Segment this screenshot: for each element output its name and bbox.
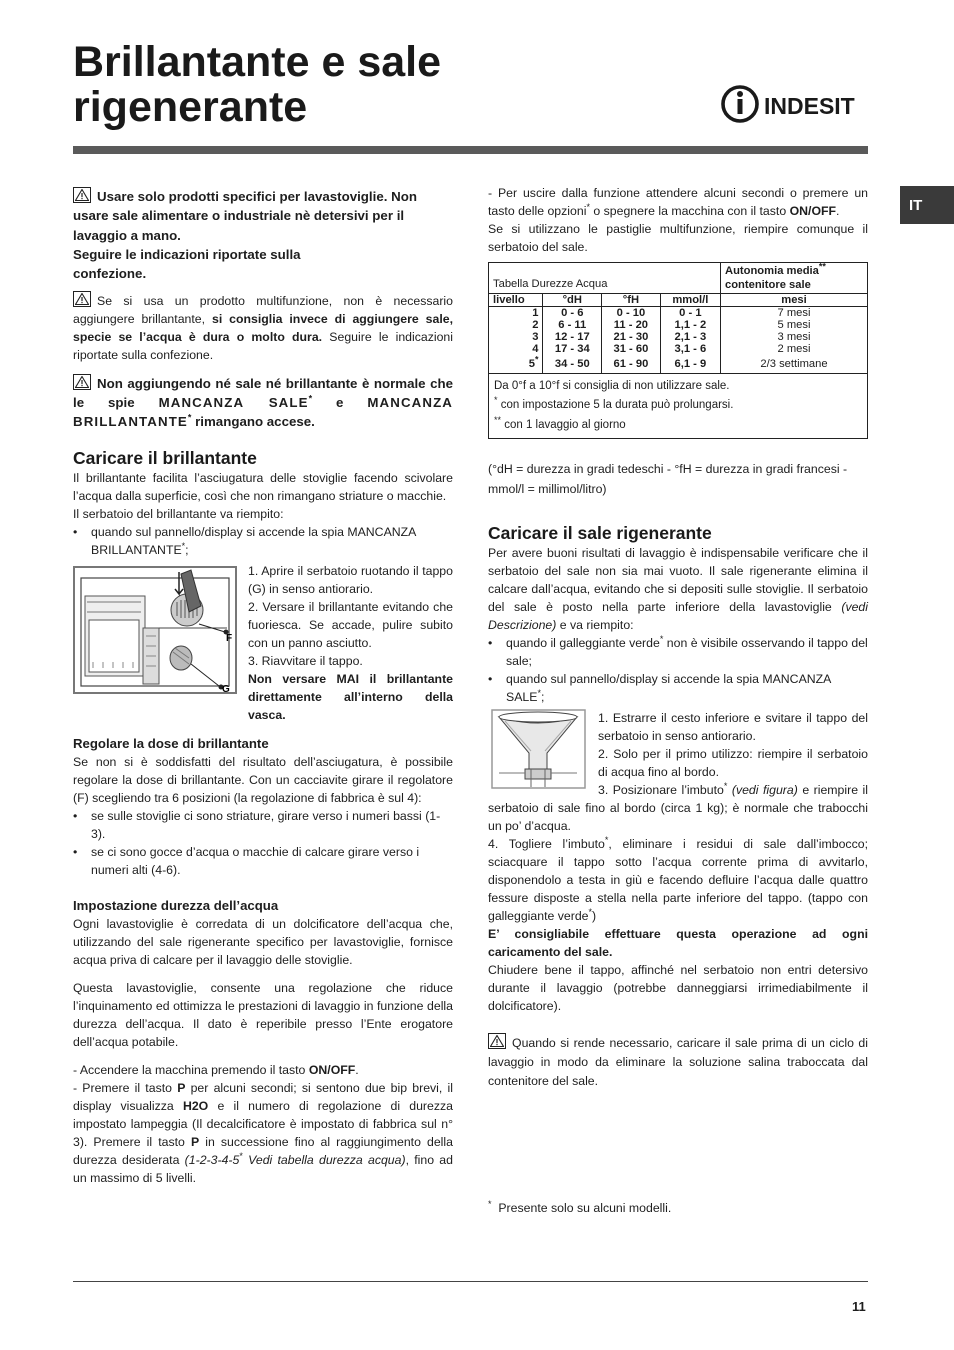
footer-rule (73, 1281, 868, 1282)
right-column: - Per uscire dalla funzione attendere alcuni secondi o premere un tasto delle opzioni* o spegnere la macchina con il tasto ON/OFF. Se si utilizzano le pastiglie multifunzione, riempire comunque il serbatoio del sale. Tabella Durezze Acqua Autonomia media** contenitore sale livello °dH °fH mmol/l mesi 1 0 - 6 0 - 10 0 - 1 7 mesi 2 6 - 11 11 - 20 1,1 - 2 5 mesi 3 12 - 17 21 - 30 2,1 - 3 3 mesi 4 17 - 34 31 - 60 3,1 - 6 2 mesi 5* 34 - 50 61 - 90 6,1 - 9 2/3 settimane Da 0°f a 10°f si consiglia di non utilizzare sale. * con impostazione 5 la durata può prolungarsi. ** con 1 lavaggio al giorno (°dH = durezza in gradi tedeschi - °fH = durezza in gradi francesi - mmol/l = millimol/litro) Caricare il sale rigenerante Per avere buoni risultati di lavaggio è indispensabile verificare che il serbatoio del sale non sia mai vuoto. Il sale rigenerante elimina il calcare dall’acqua, evitando che si depositi sulle stoviglie. Il serbatoio del sale è posto nella parte inferiore della lavastoviglie (vedi Descrizione) e va riempito: • quando il galleggiante verde* non è visibile osservando il tappo del sale; • quando sul pannello/display si accende la spia MANCANZA SALE*; 1. Estrarre il cesto inferiore e svitare il tappo del serbatoio in senso antiorario. 2. Solo per il primo utilizzo: riempire il serbatoio di acqua fino al bordo. 3. Posizionare l’imbuto* (vedi figura) e riempire il serbatoio di sale fino al bordo (circa 1 kg); è normale che trabocchi un po’ d’acqua. 4. Togliere l’imbuto*, eliminare i residui di sale dall’imbocco; sciacquare il tappo sotto l’acqua corrente prima di avvitarlo, disponendolo a testa in giù e facendo defluire l’acqua dalle quattro fessure disposte a stella nella parte inferiore del tappo. (tappo con galleggiante verde*) E’ consigliabile effettuare questa operazione ad ogni caricamento del sale. Chiudere bene il tappo, affinché nel serbatoio non entri detersivo durante il lavaggio (potrebbe danneggiarsi irrimediabilmente il dolcificatore). Quando si rende necessario, caricare il sale prima di un ciclo di lavaggio in modo da eliminare la soluzione salina traboccata dal contenitore del sale. (488, 184, 868, 1091)
section-title-salt: Caricare il sale rigenerante (488, 523, 712, 543)
table-row: 4 17 - 34 31 - 60 3,1 - 6 2 mesi (489, 343, 868, 355)
section-title-dose: Regolare la dose di brillantante (73, 736, 269, 752)
rinse-aid-steps: 1. Aprire il serbatoio ruotando il tappo (G) in senso antiorario. 2. Versare il brillantante evitando che fuoriesca. Se accade, pulire subito con un panno asciutto. 3. Riavvitare il tappo. Non versare MAI il brillantante direttamente all’interno della vasca. (248, 564, 453, 723)
table-row: 2 6 - 11 11 - 20 1,1 - 2 5 mesi (489, 319, 868, 331)
dose-adjustment-list (73, 807, 453, 879)
rinse-aid-conditions (73, 523, 453, 559)
salt-conditions (488, 634, 868, 706)
page-number: 11 (852, 1299, 866, 1314)
page-title: Brillantante e sale rigenerante (73, 38, 442, 131)
funnel-illustration (491, 709, 586, 789)
svg-text:INDESIT: INDESIT (764, 93, 855, 119)
table-header-row: livello °dH °fH mmol/l mesi (489, 294, 868, 307)
warning-multifunction: Se si usa un prodotto multifunzione, non è necessario aggiungere brillantante, si consiglia invece di aggiungere sale, specie se l’acqua è dura o molto dura. Seguire le indicazioni riportate sulla confezione. (73, 291, 453, 364)
section-title-brillantante: Caricare il brillantante (73, 448, 257, 469)
svg-text:F: F (226, 633, 233, 645)
warning-products: Usare solo prodotti specifici per lavastoviglie. Non usare sale alimentare o industriale nè detersivi per il lavaggio a mano. Seguire le indicazioni riportate sulla confezione. (73, 189, 417, 282)
warning-indicators: Non aggiungendo né sale né brillantante è normale che le spie MANCANZA SALE* e MANCANZA BRILLANTANTE* rimangano accese. (73, 376, 453, 430)
table-row: 3 12 - 17 21 - 30 2,1 - 3 3 mesi (489, 331, 868, 343)
warning-icon (488, 1033, 506, 1049)
footnote: * Presente solo su alcuni modelli. (488, 1198, 672, 1215)
salt-steps-block: 1. Estrarre il cesto inferiore e svitare il tappo del serbatoio in senso antiorario. 2. Solo per il primo utilizzo: riempire il serbatoio di acqua fino al bordo. 3. Posizionare l’imbuto* (vedi figura) e riempire il serbatoio di sale fino al bordo (circa 1 kg); è normale che trabocchi un po’ d’acqua. (488, 711, 868, 833)
language-tab: IT (900, 186, 954, 224)
list-item: • quando il galleggiante verde* non è visibile osservando il tappo del sale; (488, 634, 868, 670)
table-row: 1 0 - 6 0 - 10 0 - 1 7 mesi (489, 307, 868, 320)
rinse-aid-block (73, 562, 453, 722)
list-item: • se sulle stoviglie ci sono striature, girare verso i numeri bassi (1-3). (73, 807, 453, 843)
left-column: Usare solo prodotti specifici per lavastoviglie. Non usare sale alimentare o industriale nè detersivi per il lavaggio a mano. Seguire le indicazioni riportate sulla confezione. Se si usa un prodotto multifunzione, non è necessario aggiungere brillantante, si consiglia invece di aggiungere sale, specie se l’acqua è dura o molto dura. Seguire le indicazioni riportate sulla confezione. Non aggiungendo né sale né brillantante è normale che le spie MANCANZA SALE* e MANCANZA BRILLANTANTE* rimangano accese. Caricare il brillantante Il brillantante facilita l’asciugatura delle stoviglie facendo scivolare l’acqua dalla superficie, così che non rimangano striature o macchie. Il serbatoio del brillantante va riempito: • quando sul pannello/display si accende la spia MANCANZA BRILLANTANTE*; F G 1. Aprire il serbatoio ruotando il tappo (G) in senso antiorario. 2. Versare il brillantante evitando che fuoriesca. Se accade, pulire subito con un panno asciutto. 3. Riavvitare il tappo. Non versare MAI il brillantante direttamente all’interno della vasca. Regolare la dose di brillantante Se non si è soddisfatti del risultato dell’asciugatura, è possibile regolare la dose di brillantante. Con un cacciavite girare il regolatore (F) scegliendo tra 6 posizioni (la regolazione di fabbrica è sul 4): • se sulle stoviglie ci sono striature, girare verso i numeri bassi (1-3). • se ci sono gocce d’acqua o macchie di calcare girare verso i numeri alti (4-6). Impostazione durezza dell’acqua Ogni lavastoviglie è corredata di un dolcificatore dell’acqua che, utilizzando del sale rigenerante specifico per lavastoviglie, fornisce acqua priva di calcare per il lavaggio delle stoviglie. Questa lavastoviglie, consente una regolazione che riduce l’inquinamento ed ottimizza le prestazioni di lavaggio in funzione della durezza dell’acqua. Il dato è reperibile presso l’Ente erogatore dell’acqua potabile. - Accendere la macchina premendo il tasto ON/OFF. - Premere il tasto P per alcuni secondi; si sentono due bip brevi, il display visualizza H2O e il numero di regolazione di durezza impostato lampeggia (Il decalcificatore è impostato di fabbrica sul n° 3). Premere il tasto P in successione fino al raggiungimento della durezza desiderata (1-2-3-4-5* Vedi tabella durezza acqua), fino ad un massimo di 5 livelli. (73, 187, 453, 1187)
list-item: • quando sul pannello/display si accende la spia MANCANZA SALE*; (488, 670, 868, 706)
list-item: • quando sul pannello/display si accende la spia MANCANZA BRILLANTANTE*; (73, 523, 453, 559)
table-header-autonomy: Autonomia media** contenitore sale (721, 263, 868, 294)
warning-icon (73, 187, 91, 203)
table-row: 5* 34 - 50 61 - 90 6,1 - 9 2/3 settimane (489, 355, 868, 373)
warning-icon (73, 374, 91, 390)
water-hardness-table (488, 262, 868, 439)
list-item: • se ci sono gocce d’acqua o macchie di calcare girare verso i numeri alti (4-6). (73, 843, 453, 879)
table-notes: Da 0°f a 10°f si consiglia di non utilizzare sale. * con impostazione 5 la durata può prolungarsi. ** con 1 lavaggio al giorno (489, 373, 868, 439)
section-title-hardness: Impostazione durezza dell’acqua (73, 898, 279, 914)
header-rule (73, 146, 868, 154)
svg-text:G: G (222, 684, 230, 695)
rinse-aid-dispenser-illustration (73, 566, 237, 694)
table-title: Tabella Durezze Acqua (489, 263, 721, 294)
warning-icon (73, 291, 91, 307)
warning-salt: Quando si rende necessario, caricare il sale prima di un ciclo di lavaggio in modo da eliminare la soluzione salina traboccata dal contenitore del sale. (488, 1033, 868, 1091)
indesit-logo (720, 84, 870, 124)
